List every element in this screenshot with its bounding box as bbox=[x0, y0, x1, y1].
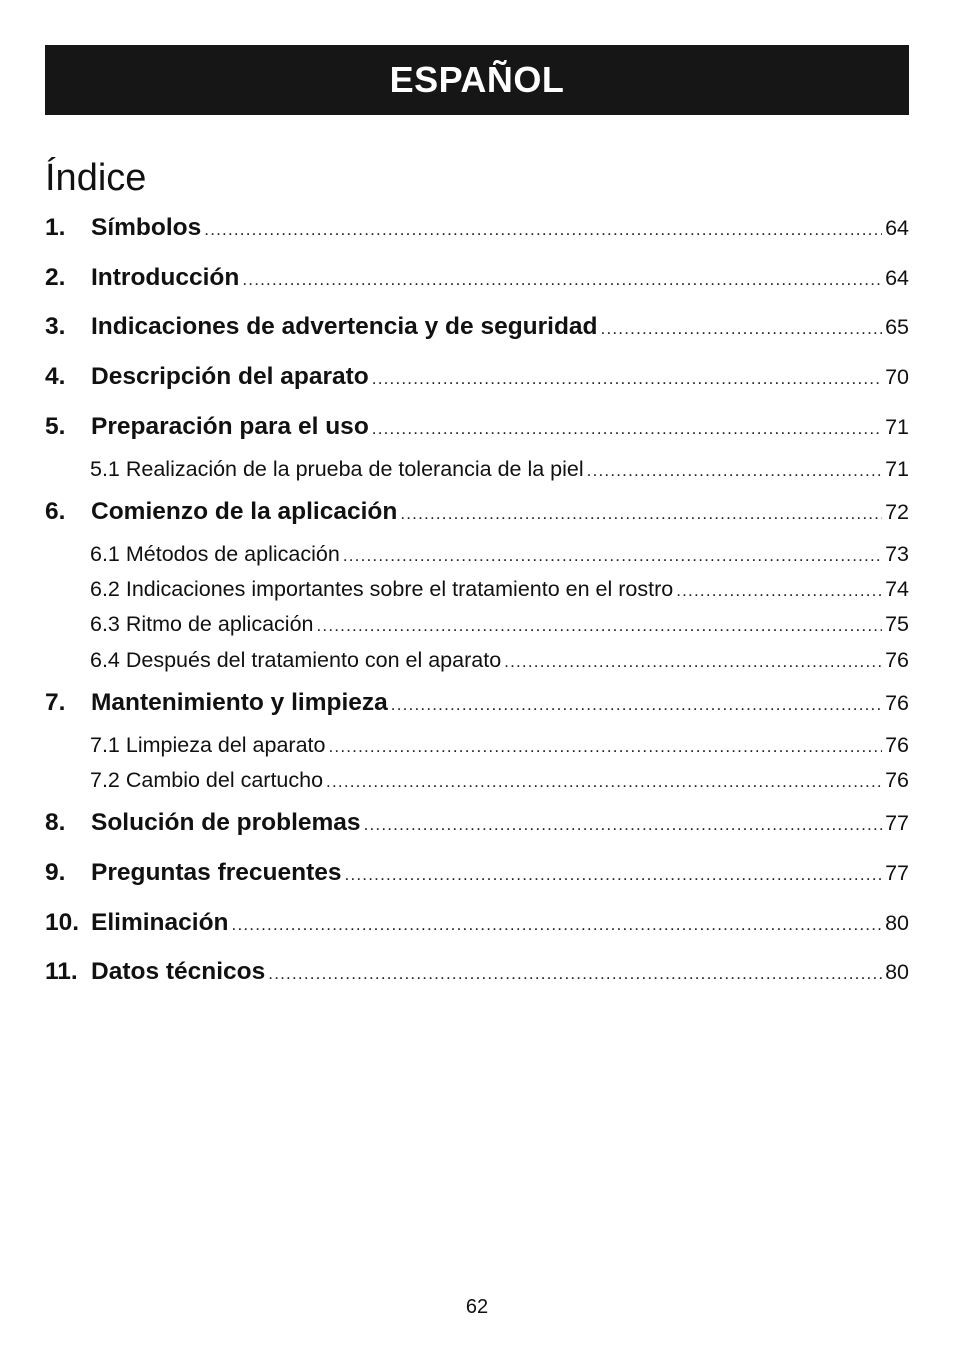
toc-entry-number: 10. bbox=[45, 909, 80, 936]
dot-leader bbox=[364, 815, 883, 835]
toc-entry-label: Descripción del aparato bbox=[91, 363, 369, 390]
dot-leader bbox=[391, 695, 882, 715]
dot-leader bbox=[232, 915, 883, 935]
dot-leader bbox=[316, 616, 882, 636]
toc-subentry-6-4[interactable] bbox=[45, 648, 909, 673]
toc-entry-label: Símbolos bbox=[91, 214, 202, 241]
toc-entry-page: 72 bbox=[885, 500, 909, 524]
toc-subentry-5-1[interactable] bbox=[45, 457, 909, 482]
toc-entry-label: Solución de problemas bbox=[91, 809, 361, 836]
toc-entry-number: 4. bbox=[45, 363, 66, 390]
toc-entry-page: 76 bbox=[885, 648, 909, 672]
dot-leader bbox=[204, 220, 882, 240]
toc-entry-page: 64 bbox=[885, 216, 909, 240]
toc-entry-page: 76 bbox=[885, 768, 909, 792]
toc-entry-label: 6.2 Indicaciones importantes sobre el tratamiento en el rostro bbox=[90, 577, 674, 601]
toc-entry-label: 7.2 Cambio del cartucho bbox=[90, 768, 324, 792]
toc-entry-eliminacion[interactable] bbox=[45, 909, 909, 937]
toc-entry-number: 2. bbox=[45, 264, 66, 291]
toc-subentry-6-2[interactable] bbox=[45, 577, 909, 602]
toc-entry-page: 65 bbox=[885, 315, 909, 339]
toc-entry-label: Mantenimiento y limpieza bbox=[91, 689, 388, 716]
toc-entry-number: 1. bbox=[45, 214, 66, 241]
toc-entry-comienzo-aplicacion[interactable] bbox=[45, 498, 909, 526]
dot-leader bbox=[400, 504, 882, 524]
toc-subentry-6-3[interactable] bbox=[45, 612, 909, 637]
toc-entry-page: 71 bbox=[885, 415, 909, 439]
dot-leader bbox=[326, 772, 882, 792]
toc-entry-label: Comienzo de la aplicación bbox=[91, 498, 398, 525]
toc-entry-label: Datos técnicos bbox=[91, 958, 266, 985]
toc-entry-page: 77 bbox=[885, 861, 909, 885]
toc-entry-page: 75 bbox=[885, 612, 909, 636]
toc-entry-label: 6.3 Ritmo de aplicación bbox=[90, 612, 314, 636]
toc-entry-introduccion[interactable] bbox=[45, 264, 909, 292]
toc-entry-number: 6. bbox=[45, 498, 66, 525]
toc-entry-label: Eliminación bbox=[91, 909, 229, 936]
toc-entry-number: 9. bbox=[45, 859, 66, 886]
toc-entry-page: 76 bbox=[885, 691, 909, 715]
toc-entry-label: 6.4 Después del tratamiento con el aparato bbox=[90, 648, 502, 672]
toc-subentry-7-2[interactable] bbox=[45, 768, 909, 793]
dot-leader bbox=[328, 737, 882, 757]
toc-entry-label: Indicaciones de advertencia y de seguridad bbox=[91, 313, 598, 340]
toc-entry-page: 76 bbox=[885, 733, 909, 757]
dot-leader bbox=[242, 270, 882, 290]
toc-entry-page: 80 bbox=[885, 911, 909, 935]
toc-entry-indicaciones-seguridad[interactable] bbox=[45, 313, 909, 341]
toc-entry-page: 73 bbox=[885, 542, 909, 566]
dot-leader bbox=[601, 319, 883, 339]
dot-leader bbox=[676, 581, 882, 601]
toc-entry-preparacion-uso[interactable] bbox=[45, 413, 909, 441]
toc-entry-simbolos[interactable] bbox=[45, 214, 909, 242]
dot-leader bbox=[343, 546, 882, 566]
toc-entry-page: 71 bbox=[885, 457, 909, 481]
language-label: ESPAÑOL bbox=[389, 59, 565, 100]
toc-subentry-7-1[interactable] bbox=[45, 733, 909, 758]
toc-entry-number: 11. bbox=[45, 958, 78, 985]
dot-leader bbox=[372, 419, 882, 439]
toc-entry-number: 5. bbox=[45, 413, 66, 440]
toc-entry-page: 80 bbox=[885, 960, 909, 984]
dot-leader bbox=[504, 652, 882, 672]
toc-entry-number: 3. bbox=[45, 313, 66, 340]
page-title: Índice bbox=[45, 157, 147, 199]
toc-entry-label: 5.1 Realización de la prueba de tolerancia de la piel bbox=[90, 457, 584, 481]
toc-entry-label: Preguntas frecuentes bbox=[91, 859, 342, 886]
dot-leader bbox=[268, 964, 882, 984]
toc-entry-datos-tecnicos[interactable] bbox=[45, 958, 909, 986]
toc-entry-mantenimiento-limpieza[interactable] bbox=[45, 689, 909, 717]
toc-entry-number: 8. bbox=[45, 809, 66, 836]
language-header-bar bbox=[45, 45, 909, 115]
toc-entry-page: 74 bbox=[885, 577, 909, 601]
dot-leader bbox=[372, 369, 882, 389]
toc-entry-number: 7. bbox=[45, 689, 66, 716]
toc-entry-page: 77 bbox=[885, 811, 909, 835]
page-number: 62 bbox=[465, 1296, 489, 1318]
toc-entry-preguntas-frecuentes[interactable] bbox=[45, 859, 909, 887]
toc-subentry-6-1[interactable] bbox=[45, 542, 909, 567]
dot-leader bbox=[345, 865, 883, 885]
toc-entry-label: Preparación para el uso bbox=[91, 413, 369, 440]
toc-entry-page: 64 bbox=[885, 266, 909, 290]
toc-entry-page: 70 bbox=[885, 365, 909, 389]
toc-entry-descripcion-aparato[interactable] bbox=[45, 363, 909, 391]
toc-entry-label: 7.1 Limpieza del aparato bbox=[90, 733, 326, 757]
dot-leader bbox=[587, 461, 882, 481]
toc-entry-label: Introducción bbox=[91, 264, 240, 291]
toc-entry-solucion-problemas[interactable] bbox=[45, 809, 909, 837]
toc-entry-label: 6.1 Métodos de aplicación bbox=[90, 542, 340, 566]
